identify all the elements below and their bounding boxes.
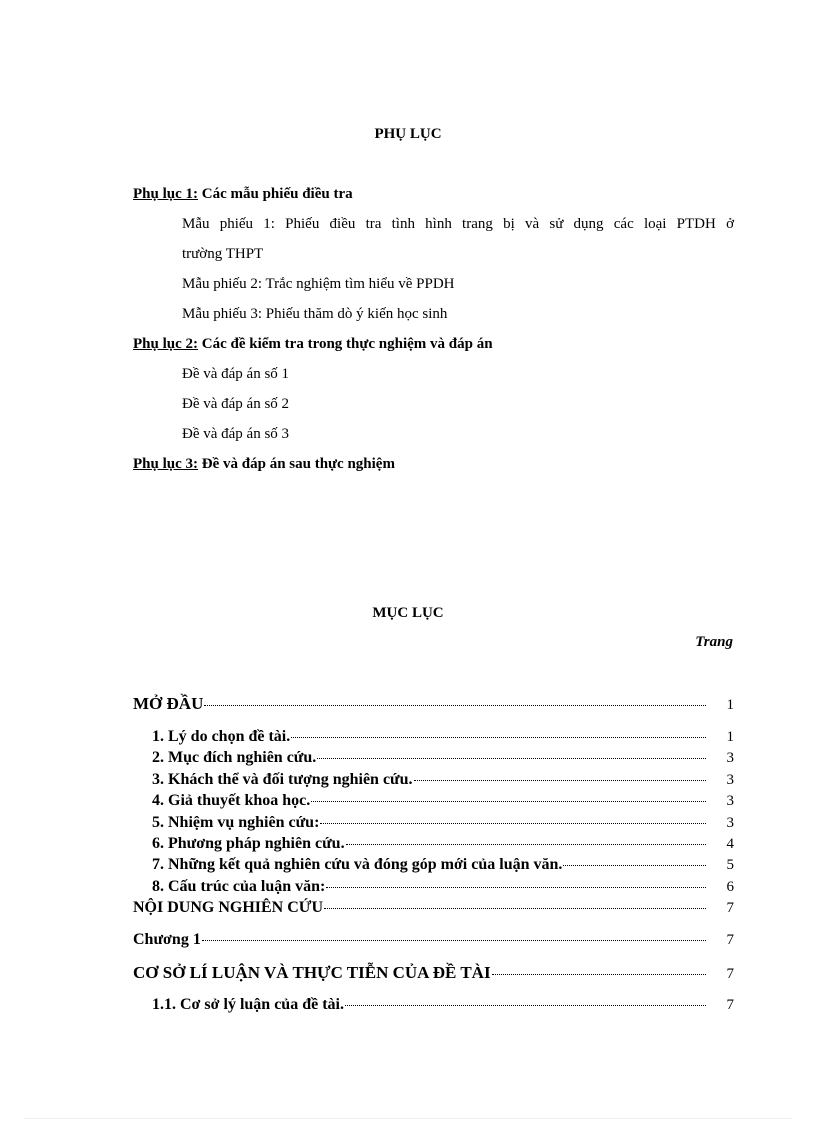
toc-entry-text: 5. Nhiệm vụ nghiên cứu: — [152, 814, 320, 831]
toc-entry[interactable] — [152, 856, 734, 874]
toc-leader — [414, 780, 706, 781]
toc-entry-text: MỞ ĐẦU — [133, 694, 204, 713]
toc-entry-page: 7 — [726, 932, 734, 948]
toc-entry-page: 3 — [726, 772, 734, 788]
appendix-section-title: Đề và đáp án sau thực nghiệm — [201, 456, 395, 472]
toc-leader — [320, 823, 706, 824]
toc-leader — [317, 758, 706, 759]
toc-entry[interactable] — [152, 814, 734, 832]
appendix-section-label: Phụ lục 2: — [133, 336, 199, 352]
form-item-1-continued: trường THPT — [182, 246, 264, 262]
toc-entry[interactable] — [152, 792, 734, 810]
test-item-2: Đề và đáp án số 2 — [182, 396, 290, 412]
toc-entry-text: 4. Giả thuyết khoa học. — [152, 792, 311, 809]
toc-entry-text: Chương 1 — [133, 931, 201, 948]
toc-leader — [204, 705, 706, 706]
toc-entry[interactable] — [133, 931, 734, 949]
toc-entry-text: 8. Cấu trúc của luận văn: — [152, 878, 326, 895]
form-item-1: Mẫu phiếu 1: Phiếu điều tra tình hình trang bị và sử dụng các loại PTDH ở — [182, 216, 734, 232]
toc-entry-text: 1.1. Cơ sở lý luận của đề tài. — [152, 996, 344, 1013]
toc-entry[interactable] — [152, 835, 734, 853]
toc-entry-text: 2. Mục đích nghiên cứu. — [152, 749, 317, 766]
toc-entry[interactable] — [152, 728, 734, 746]
toc-page-header: Trang — [695, 634, 733, 650]
toc-entry-text: CƠ SỞ LÍ LUẬN VÀ THỰC TIỄN CỦA ĐỀ TÀI — [133, 963, 491, 982]
toc-entry-page: 3 — [726, 815, 734, 831]
toc-leader — [326, 887, 706, 888]
appendix-section-title: Các mẫu phiếu điều tra — [201, 186, 353, 202]
toc-entry[interactable] — [133, 963, 734, 983]
appendix-section-label: Phụ lục 3: — [133, 456, 199, 472]
appendix-title: PHỤ LỤC — [374, 126, 442, 142]
form-item-2: Mẫu phiếu 2: Trắc nghiệm tìm hiểu về PPDH — [182, 276, 455, 292]
toc-entry[interactable] — [152, 996, 734, 1014]
toc-leader — [492, 974, 706, 975]
appendix-section-1 — [133, 186, 353, 203]
appendix-section-3 — [133, 456, 395, 473]
toc-leader — [345, 1005, 706, 1006]
toc-leader — [202, 940, 706, 941]
toc-title: MỤC LỤC — [372, 605, 444, 621]
toc-entry-text: NỘI DUNG NGHIÊN CỨU — [133, 899, 324, 916]
toc-leader — [311, 801, 706, 802]
toc-entry-text: 1. Lý do chọn đề tài. — [152, 728, 291, 745]
toc-leader — [324, 908, 706, 909]
toc-entry-page: 5 — [726, 857, 734, 873]
page-bottom-divider — [24, 1118, 792, 1119]
toc-entry-page: 1 — [726, 697, 734, 713]
form-item-3: Mẫu phiếu 3: Phiếu thăm dò ý kiến học sinh — [182, 306, 448, 322]
toc-entry-page: 3 — [726, 750, 734, 766]
toc-entry-page: 7 — [726, 900, 734, 916]
test-item-1: Đề và đáp án số 1 — [182, 366, 290, 382]
toc-entry[interactable] — [152, 749, 734, 767]
toc-entry-page: 4 — [726, 836, 734, 852]
toc-leader — [291, 737, 706, 738]
toc-entry-page: 1 — [726, 729, 734, 745]
toc-entry[interactable] — [133, 899, 734, 917]
toc-entry-page: 3 — [726, 793, 734, 809]
test-item-3: Đề và đáp án số 3 — [182, 426, 290, 442]
toc-entry-page: 7 — [726, 997, 734, 1013]
toc-entry-page: 6 — [726, 879, 734, 895]
toc-entry[interactable] — [152, 771, 734, 789]
toc-entry-page: 7 — [726, 966, 734, 982]
appendix-section-label: Phụ lục 1: — [133, 186, 199, 202]
toc-entry[interactable] — [152, 878, 734, 896]
toc-entry-text: 6. Phương pháp nghiên cứu. — [152, 835, 345, 852]
toc-entry-text: 7. Những kết quả nghiên cứu và đóng góp mới của luận văn. — [152, 856, 563, 873]
toc-leader — [346, 844, 706, 845]
toc-entry[interactable] — [133, 694, 734, 714]
appendix-section-2 — [133, 336, 493, 353]
appendix-section-title: Các đề kiểm tra trong thực nghiệm và đáp án — [201, 336, 493, 352]
toc-entry-text: 3. Khách thể và đối tượng nghiên cứu. — [152, 771, 413, 788]
toc-leader — [563, 865, 706, 866]
